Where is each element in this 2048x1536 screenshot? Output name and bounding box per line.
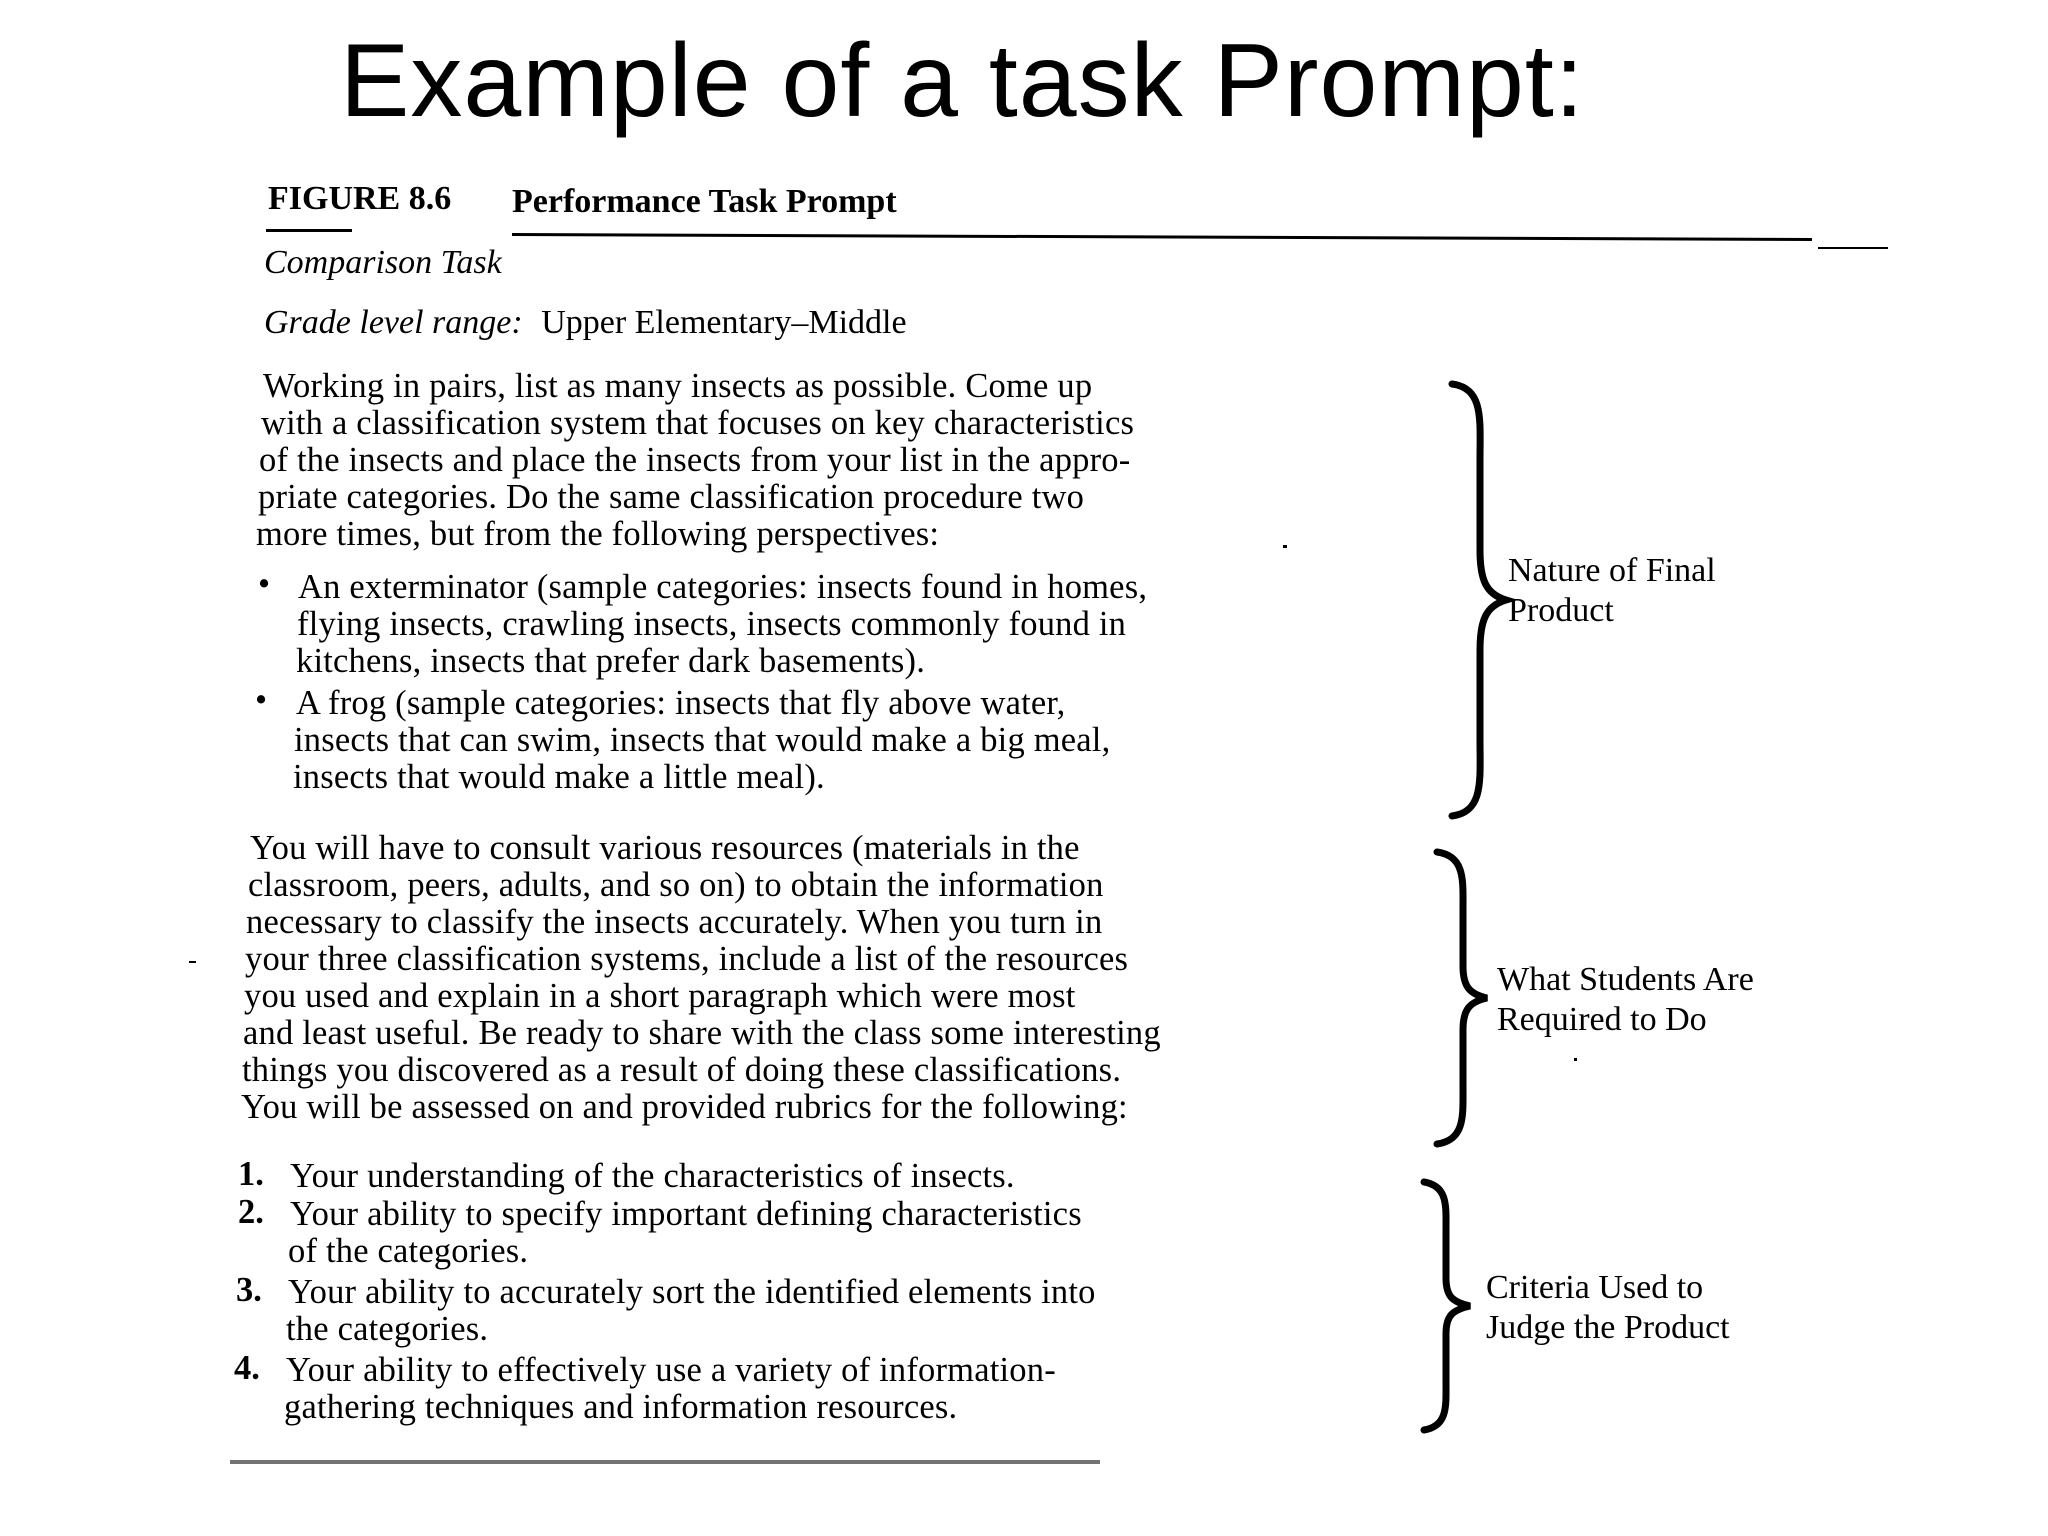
criteria-number: 4. [234,1349,260,1387]
section2-line: things you discovered as a result of doing these classifications. [242,1051,1122,1089]
bullet-line: An exterminator (sample categories: insects found in homes, [298,568,1148,606]
caption-rule-main [512,233,1812,241]
section2-line: and least useful. Be ready to share with the class some interesting [243,1014,1161,1052]
side-label-nature [1508,551,1716,631]
figure-label: FIGURE 8.6 [268,180,452,217]
criteria-line: Your ability to specify important defining characteristics [290,1195,1082,1233]
figure-caption: Performance Task Prompt [512,183,897,220]
criteria-number: 1. [238,1155,264,1193]
grade-label: Grade level range: [264,304,523,341]
grade-level [264,304,907,342]
curly-brace-icon [1425,848,1505,1148]
section1-line: with a classification system that focuses on key characteristics [261,404,1135,442]
section2-line: you used and explain in a short paragraph which were most [244,977,1076,1015]
criteria-line: of the categories. [288,1232,529,1270]
side-label-criteria [1486,1268,1730,1348]
bullet-icon: • [258,565,271,603]
section1-line: Working in pairs, list as many insects as possible. Come up [263,367,1093,405]
section1-line: priate categories. Do the same classification procedure two [258,478,1085,516]
section2-line: classroom, peers, adults, and so on) to obtain the information [248,866,1104,904]
criteria-line: gathering techniques and information resources. [284,1388,958,1426]
bullet-line: flying insects, crawling insects, insects commonly found in [297,605,1127,643]
scan-speck [189,961,196,963]
section2-line: You will have to consult various resources (materials in the [250,829,1080,867]
criteria-line: Your ability to accurately sort the identified elements into [288,1273,1096,1311]
curly-brace-icon [1410,1178,1490,1434]
slide-title: Example of a task Prompt: [340,23,1585,139]
criteria-number: 3. [236,1271,262,1309]
criteria-line: the categories. [286,1310,489,1348]
section2-line: your three classification systems, include a list of the resources [245,940,1129,978]
section2-line: You will be assessed on and provided rubrics for the following: [241,1088,1128,1126]
criteria-line: Your ability to effectively use a variety of information- [286,1351,1056,1389]
grade-value: Upper Elementary–Middle [541,304,907,341]
side-label-line: Product [1508,592,1614,629]
side-label-line: Judge the Product [1486,1309,1730,1346]
section1-line: more times, but from the following perspectives: [256,515,940,553]
bullet-line: insects that can swim, insects that would make a big meal, [294,721,1111,759]
bottom-scan-rule [230,1460,1100,1464]
side-label-line: Criteria Used to [1486,1269,1704,1306]
scan-speck [1574,1058,1577,1061]
bullet-line: A frog (sample categories: insects that fly above water, [296,684,1066,722]
scan-speck [1283,545,1287,548]
bullet-line: insects that would make a little meal). [293,758,825,796]
side-label-line: Required to Do [1497,1001,1707,1038]
caption-rule-left [266,229,352,232]
criteria-number: 2. [238,1193,264,1231]
caption-rule-right [1818,247,1888,249]
criteria-line: Your understanding of the characteristics of insects. [290,1157,1015,1195]
side-label-required [1497,960,1754,1040]
bullet-icon: • [255,681,268,719]
task-type: Comparison Task [264,244,502,281]
bullet-line: kitchens, insects that prefer dark basements). [296,642,926,680]
side-label-line: Nature of Final [1508,552,1716,589]
section1-line: of the insects and place the insects from your list in the appro- [259,441,1131,479]
side-label-line: What Students Are [1497,961,1754,998]
section2-line: necessary to classify the insects accurately. When you turn in [246,903,1103,941]
